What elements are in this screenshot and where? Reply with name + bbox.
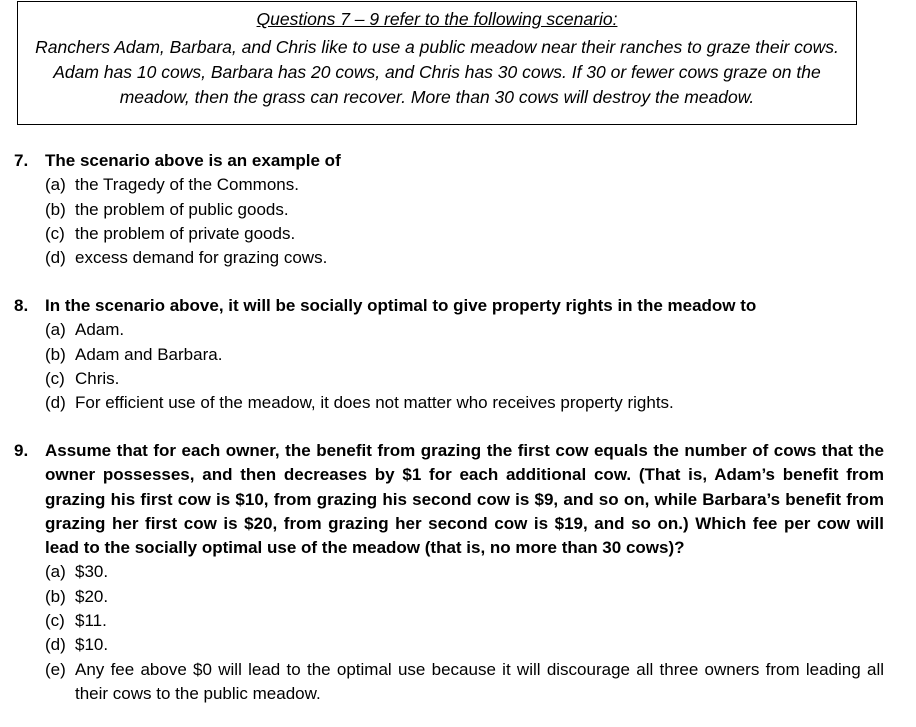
option-label: (b): [45, 344, 66, 364]
scenario-heading: Questions 7 – 9 refer to the following scenario:: [256, 9, 618, 29]
option-text: Adam.: [75, 320, 125, 340]
scenario-box: [17, 1, 857, 125]
option-text: excess demand for grazing cows.: [75, 248, 328, 268]
question-9: [14, 439, 884, 706]
option-label: (c): [45, 368, 65, 388]
option-a: [14, 173, 884, 197]
option-label: (d): [45, 635, 66, 655]
option-b: [14, 343, 884, 367]
option-b: [14, 198, 884, 222]
option-text: For efficient use of the meadow, it does not matter who receives property rights.: [75, 393, 674, 413]
option-label: (a): [45, 175, 66, 195]
option-label: (c): [45, 611, 65, 631]
option-text: Chris.: [75, 368, 120, 388]
option-text: the problem of private goods.: [75, 223, 296, 243]
option-text: Adam and Barbara.: [75, 344, 223, 364]
option-text: the Tragedy of the Commons.: [75, 175, 299, 195]
option-label: (c): [45, 223, 65, 243]
question-text: Assume that for each owner, the benefit from grazing the first cow equals the number of cows that the owner possesses, and then decreases by $1 for each additional cow. (That is, Adam’s benefit from grazing his first cow is $10, from grazing his second cow is $9, and so on, while Barbara’s benefit from grazing her first cow is $20, from grazing her second cow is $19, and so on.) Which fee per cow will lead to the socially optimal use of the meadow (that is, no more than 30 cows)?: [45, 441, 884, 558]
option-label: (d): [45, 248, 66, 268]
scenario-body: Ranchers Adam, Barbara, and Chris like to use a public meadow near their ranches to graze their cows. Adam has 10 cows, Barbara has 20 cows, and Chris has 30 cows. If 30 or fewer cows graze on the meadow, then the grass can recover. More than 30 cows will destroy the meadow.: [35, 37, 839, 107]
option-d: [14, 391, 884, 415]
option-label: (b): [45, 586, 66, 606]
option-a: [14, 318, 884, 342]
question-number: 9.: [14, 441, 29, 460]
option-d: [14, 633, 884, 657]
question-stem: [14, 439, 884, 560]
question-stem: [14, 149, 884, 173]
question-text: In the scenario above, it will be socially optimal to give property rights in the meadow to: [45, 296, 757, 315]
option-text: $30.: [75, 562, 109, 582]
question-number: 7.: [14, 151, 29, 170]
question-7: [14, 149, 884, 270]
question-stem: [14, 294, 884, 318]
option-label: (e): [45, 659, 66, 679]
question-8: [14, 294, 884, 415]
option-a: [14, 560, 884, 584]
option-text: $20.: [75, 586, 109, 606]
option-c: [14, 367, 884, 391]
option-c: [14, 609, 884, 633]
option-e: [14, 658, 884, 707]
question-text: The scenario above is an example of: [45, 151, 341, 170]
option-label: (b): [45, 199, 66, 219]
option-text: $11.: [75, 611, 107, 631]
question-number: 8.: [14, 296, 29, 315]
option-label: (d): [45, 393, 66, 413]
option-text: $10.: [75, 635, 109, 655]
option-d: [14, 246, 884, 270]
option-label: (a): [45, 562, 66, 582]
option-text: Any fee above $0 will lead to the optimal use because it will discourage all three owners from leading all their cows to the public meadow.: [75, 659, 884, 703]
option-c: [14, 222, 884, 246]
option-label: (a): [45, 320, 66, 340]
option-b: [14, 585, 884, 609]
option-text: the problem of public goods.: [75, 199, 289, 219]
